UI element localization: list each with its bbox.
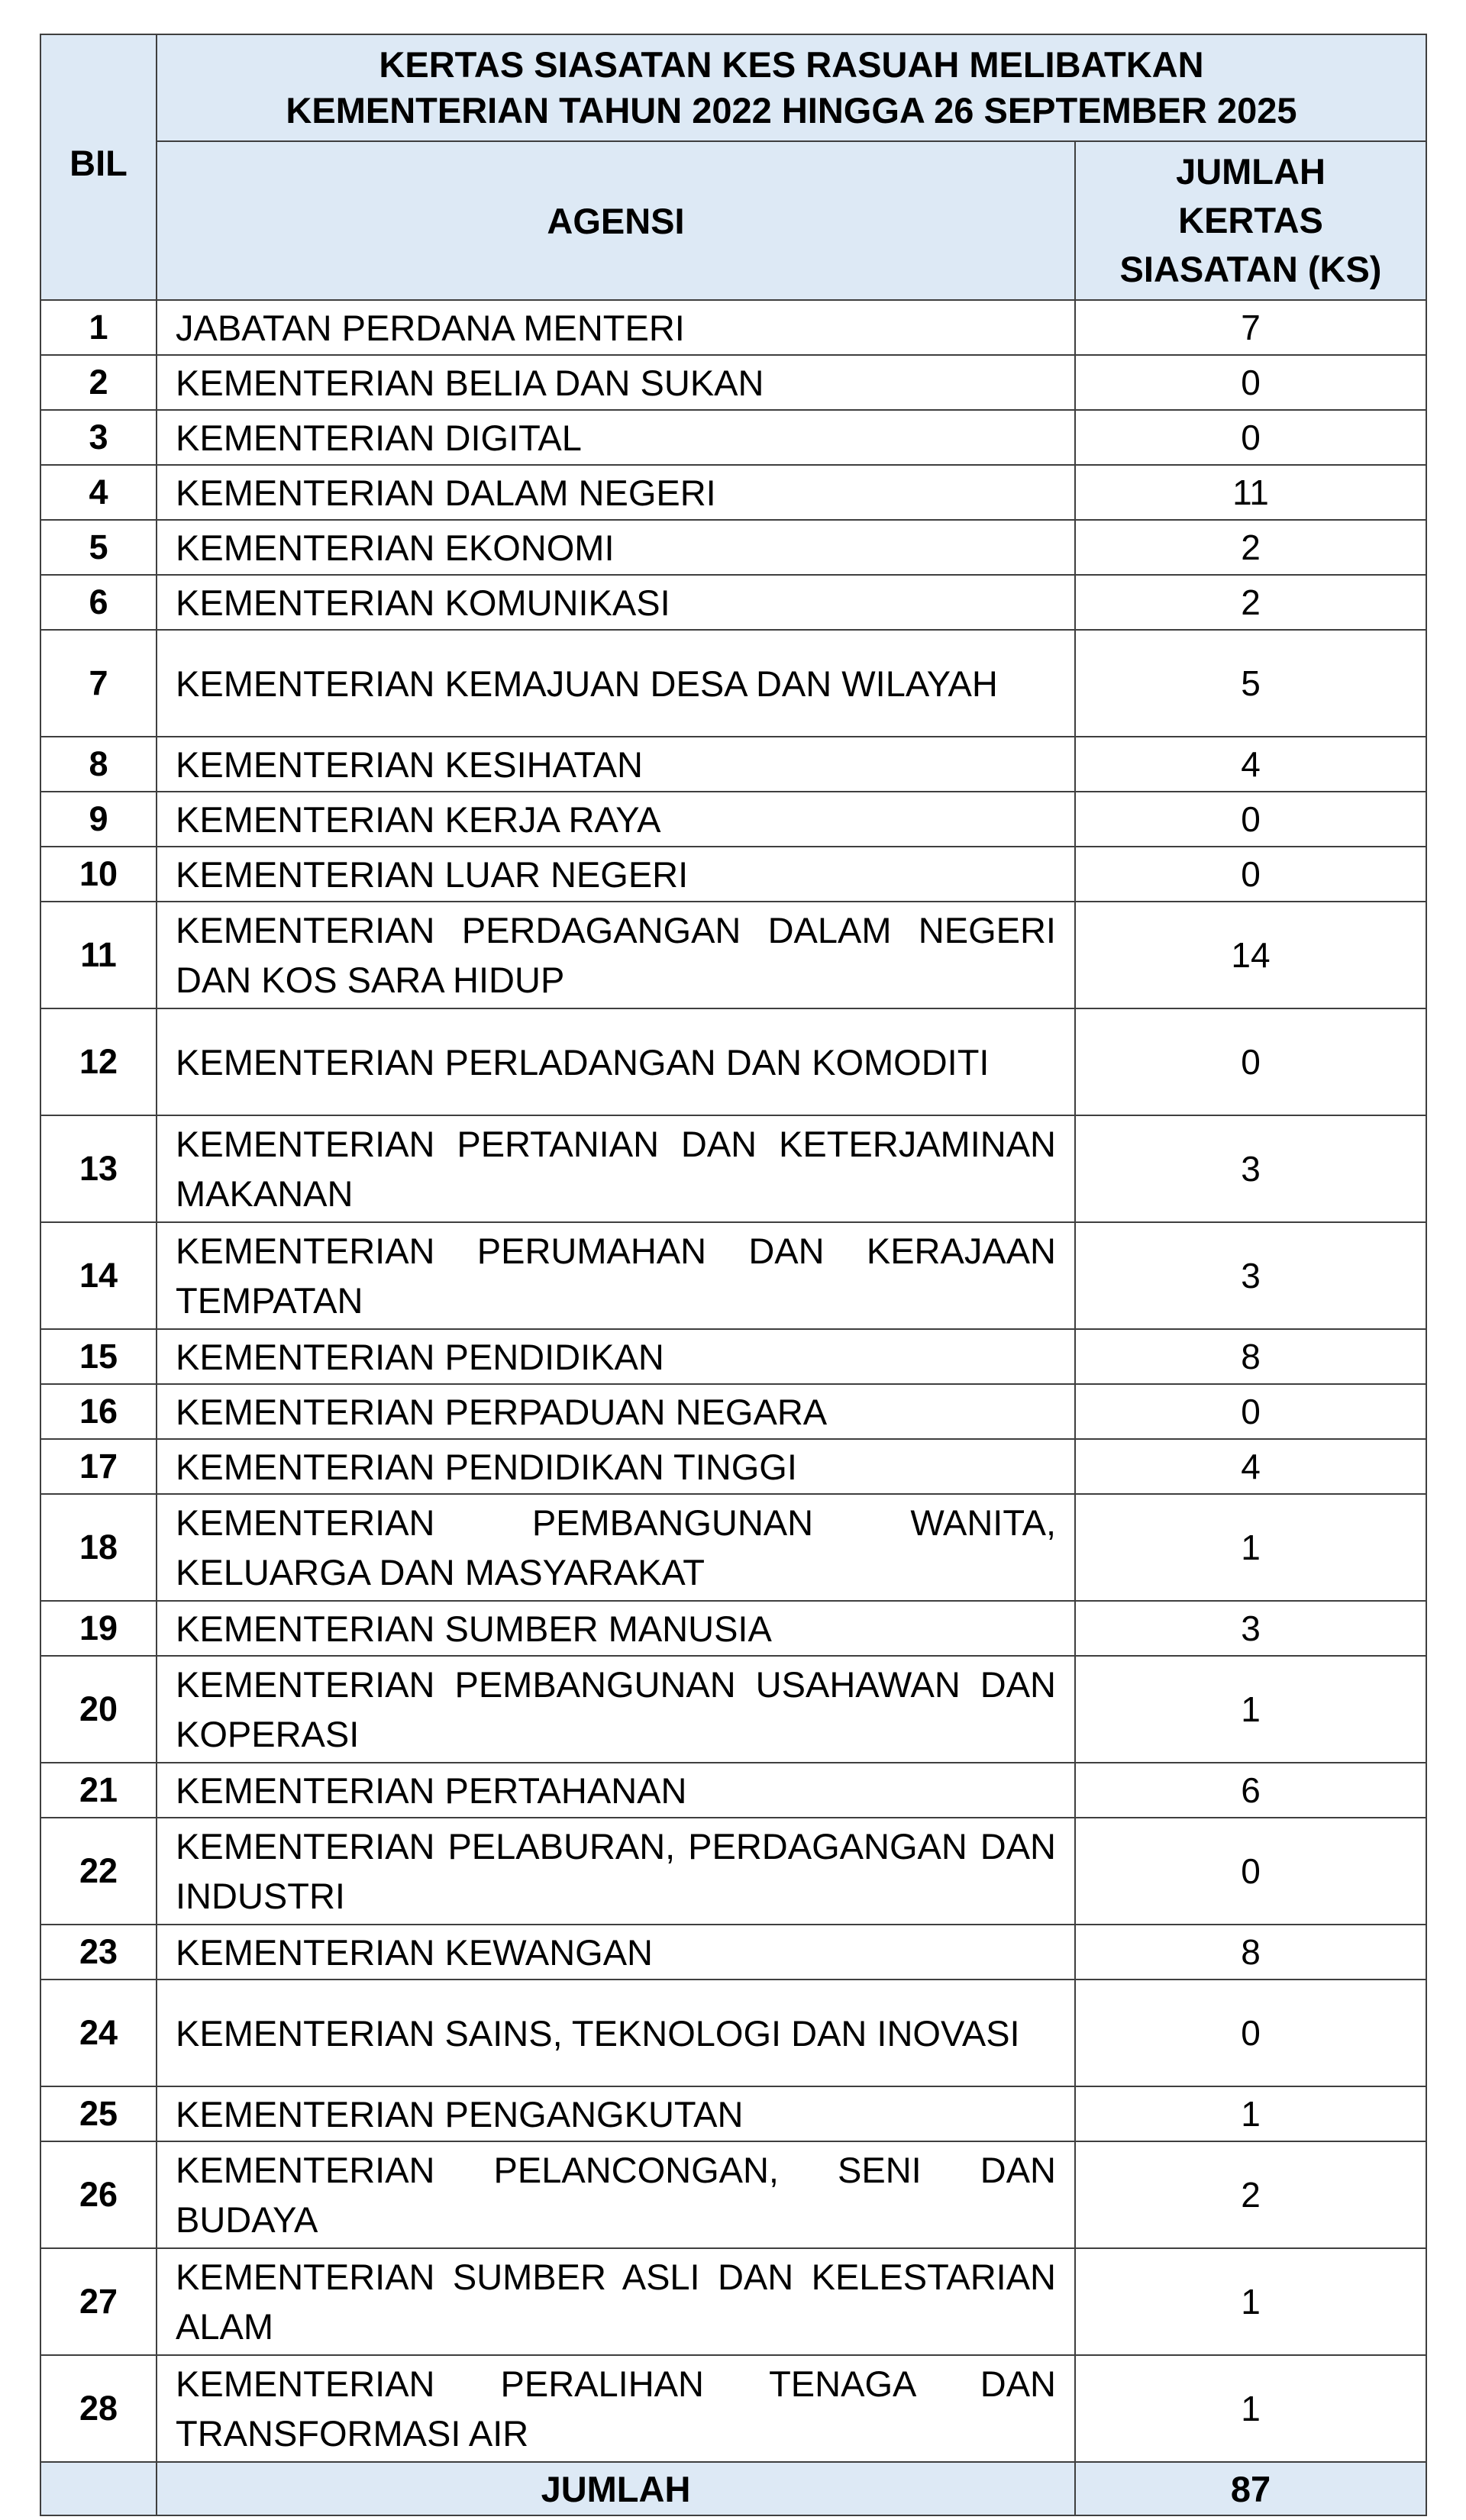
- table-row: [40, 1763, 1426, 1818]
- table-row: [40, 2248, 1426, 2355]
- row-ks: 8: [1075, 1925, 1426, 1980]
- table-row: [40, 1008, 1426, 1115]
- row-agensi: KEMENTERIAN KERJA RAYA: [157, 792, 1075, 847]
- table-row: [40, 1384, 1426, 1439]
- row-ks: 3: [1075, 1115, 1426, 1222]
- row-agensi: KEMENTERIAN PERLADANGAN DAN KOMODITI: [157, 1008, 1075, 1115]
- row-agensi: KEMENTERIAN EKONOMI: [157, 520, 1075, 575]
- table-row: [40, 1925, 1426, 1980]
- row-ks: 1: [1075, 1494, 1426, 1601]
- row-ks: 2: [1075, 575, 1426, 630]
- table-title-line-1: KERTAS SIASATAN KES RASUAH MELIBATKAN: [379, 44, 1204, 85]
- header-jumlah-line-2: KERTAS: [1178, 200, 1323, 240]
- row-ks: 0: [1075, 1384, 1426, 1439]
- row-ks: 0: [1075, 355, 1426, 410]
- row-agensi: KEMENTERIAN PEMBANGUNAN USAHAWAN DAN KOPERASI: [157, 1656, 1075, 1763]
- table-row: [40, 1439, 1426, 1494]
- row-ks: 3: [1075, 1222, 1426, 1329]
- row-agensi: KEMENTERIAN SUMBER MANUSIA: [157, 1601, 1075, 1656]
- row-bil: 8: [40, 737, 157, 792]
- row-agensi: KEMENTERIAN BELIA DAN SUKAN: [157, 355, 1075, 410]
- table-row: [40, 355, 1426, 410]
- row-ks: 0: [1075, 1008, 1426, 1115]
- row-ks: 0: [1075, 847, 1426, 902]
- row-ks: 1: [1075, 1656, 1426, 1763]
- table-row: [40, 1222, 1426, 1329]
- row-agensi: KEMENTERIAN SUMBER ASLI DAN KELESTARIAN ALAM: [157, 2248, 1075, 2355]
- table-row: [40, 737, 1426, 792]
- row-bil: 27: [40, 2248, 157, 2355]
- row-bil: 9: [40, 792, 157, 847]
- row-ks: 0: [1075, 410, 1426, 465]
- table-row: [40, 465, 1426, 520]
- row-agensi: KEMENTERIAN KEWANGAN: [157, 1925, 1075, 1980]
- header-jumlah-line-3: SIASATAN (KS): [1119, 249, 1382, 289]
- row-agensi: KEMENTERIAN PERTANIAN DAN KETERJAMINAN MAKANAN: [157, 1115, 1075, 1222]
- row-bil: 5: [40, 520, 157, 575]
- table-row: [40, 1329, 1426, 1384]
- row-agensi: KEMENTERIAN LUAR NEGERI: [157, 847, 1075, 902]
- row-ks: 4: [1075, 1439, 1426, 1494]
- row-agensi: JABATAN PERDANA MENTERI: [157, 300, 1075, 355]
- row-ks: 0: [1075, 792, 1426, 847]
- row-agensi: KEMENTERIAN PELABURAN, PERDAGANGAN DAN INDUSTRI: [157, 1818, 1075, 1925]
- row-agensi: KEMENTERIAN DALAM NEGERI: [157, 465, 1075, 520]
- row-ks: 6: [1075, 1763, 1426, 1818]
- row-agensi: KEMENTERIAN PERDAGANGAN DALAM NEGERI DAN KOS SARA HIDUP: [157, 902, 1075, 1008]
- row-bil: 25: [40, 2086, 157, 2141]
- row-ks: 14: [1075, 902, 1426, 1008]
- row-ks: 8: [1075, 1329, 1426, 1384]
- row-ks: 5: [1075, 630, 1426, 737]
- table-row: [40, 2086, 1426, 2141]
- row-ks: 0: [1075, 1818, 1426, 1925]
- table-title: [157, 34, 1426, 141]
- row-ks: 1: [1075, 2248, 1426, 2355]
- row-bil: 13: [40, 1115, 157, 1222]
- table-row: [40, 1115, 1426, 1222]
- row-ks: 3: [1075, 1601, 1426, 1656]
- row-bil: 26: [40, 2141, 157, 2248]
- table-row: [40, 1601, 1426, 1656]
- row-bil: 22: [40, 1818, 157, 1925]
- table-row: [40, 902, 1426, 1008]
- header-bil: BIL: [40, 34, 157, 300]
- row-agensi: KEMENTERIAN PENGANGKUTAN: [157, 2086, 1075, 2141]
- row-agensi: KEMENTERIAN DIGITAL: [157, 410, 1075, 465]
- row-bil: 19: [40, 1601, 157, 1656]
- row-bil: 4: [40, 465, 157, 520]
- row-bil: 7: [40, 630, 157, 737]
- table-row: [40, 2355, 1426, 2462]
- table-row: [40, 792, 1426, 847]
- row-ks: 4: [1075, 737, 1426, 792]
- row-bil: 3: [40, 410, 157, 465]
- table-row: [40, 520, 1426, 575]
- header-agensi: AGENSI: [157, 141, 1075, 300]
- table-row: [40, 2141, 1426, 2248]
- row-agensi: KEMENTERIAN PENDIDIKAN: [157, 1329, 1075, 1384]
- table-row: [40, 300, 1426, 355]
- table-row: [40, 575, 1426, 630]
- row-bil: 28: [40, 2355, 157, 2462]
- row-bil: 15: [40, 1329, 157, 1384]
- row-agensi: KEMENTERIAN PELANCONGAN, SENI DAN BUDAYA: [157, 2141, 1075, 2248]
- total-blank-cell: [40, 2462, 157, 2515]
- row-bil: 14: [40, 1222, 157, 1329]
- row-agensi: KEMENTERIAN PERUMAHAN DAN KERAJAAN TEMPATAN: [157, 1222, 1075, 1329]
- row-bil: 16: [40, 1384, 157, 1439]
- row-ks: 2: [1075, 2141, 1426, 2248]
- header-jumlah-ks: [1075, 141, 1426, 300]
- row-ks: 2: [1075, 520, 1426, 575]
- row-bil: 18: [40, 1494, 157, 1601]
- table-row: [40, 410, 1426, 465]
- table-row: [40, 630, 1426, 737]
- table-row: [40, 1656, 1426, 1763]
- row-bil: 2: [40, 355, 157, 410]
- row-bil: 17: [40, 1439, 157, 1494]
- row-bil: 20: [40, 1656, 157, 1763]
- table-row: [40, 1494, 1426, 1601]
- total-row: [40, 2462, 1426, 2515]
- row-ks: 7: [1075, 300, 1426, 355]
- table-row: [40, 1818, 1426, 1925]
- row-agensi: KEMENTERIAN KOMUNIKASI: [157, 575, 1075, 630]
- table-row: [40, 847, 1426, 902]
- row-agensi: KEMENTERIAN SAINS, TEKNOLOGI DAN INOVASI: [157, 1980, 1075, 2086]
- total-label: JUMLAH: [157, 2462, 1075, 2515]
- table-row: [40, 1980, 1426, 2086]
- row-agensi: KEMENTERIAN KESIHATAN: [157, 737, 1075, 792]
- row-bil: 12: [40, 1008, 157, 1115]
- row-agensi: KEMENTERIAN PERALIHAN TENAGA DAN TRANSFORMASI AIR: [157, 2355, 1075, 2462]
- row-bil: 1: [40, 300, 157, 355]
- table-body: [40, 300, 1426, 2462]
- row-bil: 6: [40, 575, 157, 630]
- row-agensi: KEMENTERIAN PERTAHANAN: [157, 1763, 1075, 1818]
- row-bil: 24: [40, 1980, 157, 2086]
- row-agensi: KEMENTERIAN PERPADUAN NEGARA: [157, 1384, 1075, 1439]
- row-ks: 1: [1075, 2086, 1426, 2141]
- total-value: 87: [1075, 2462, 1426, 2515]
- row-bil: 10: [40, 847, 157, 902]
- row-bil: 23: [40, 1925, 157, 1980]
- row-agensi: KEMENTERIAN PEMBANGUNAN WANITA, KELUARGA DAN MASYARAKAT: [157, 1494, 1075, 1601]
- row-agensi: KEMENTERIAN KEMAJUAN DESA DAN WILAYAH: [157, 630, 1075, 737]
- table-title-line-2: KEMENTERIAN TAHUN 2022 HINGGA 26 SEPTEMBER 2025: [286, 90, 1297, 131]
- row-agensi: KEMENTERIAN PENDIDIKAN TINGGI: [157, 1439, 1075, 1494]
- row-bil: 21: [40, 1763, 157, 1818]
- row-ks: 1: [1075, 2355, 1426, 2462]
- header-jumlah-line-1: JUMLAH: [1176, 151, 1326, 192]
- corruption-investigation-table: [40, 34, 1427, 2516]
- row-bil: 11: [40, 902, 157, 1008]
- row-ks: 0: [1075, 1980, 1426, 2086]
- row-ks: 11: [1075, 465, 1426, 520]
